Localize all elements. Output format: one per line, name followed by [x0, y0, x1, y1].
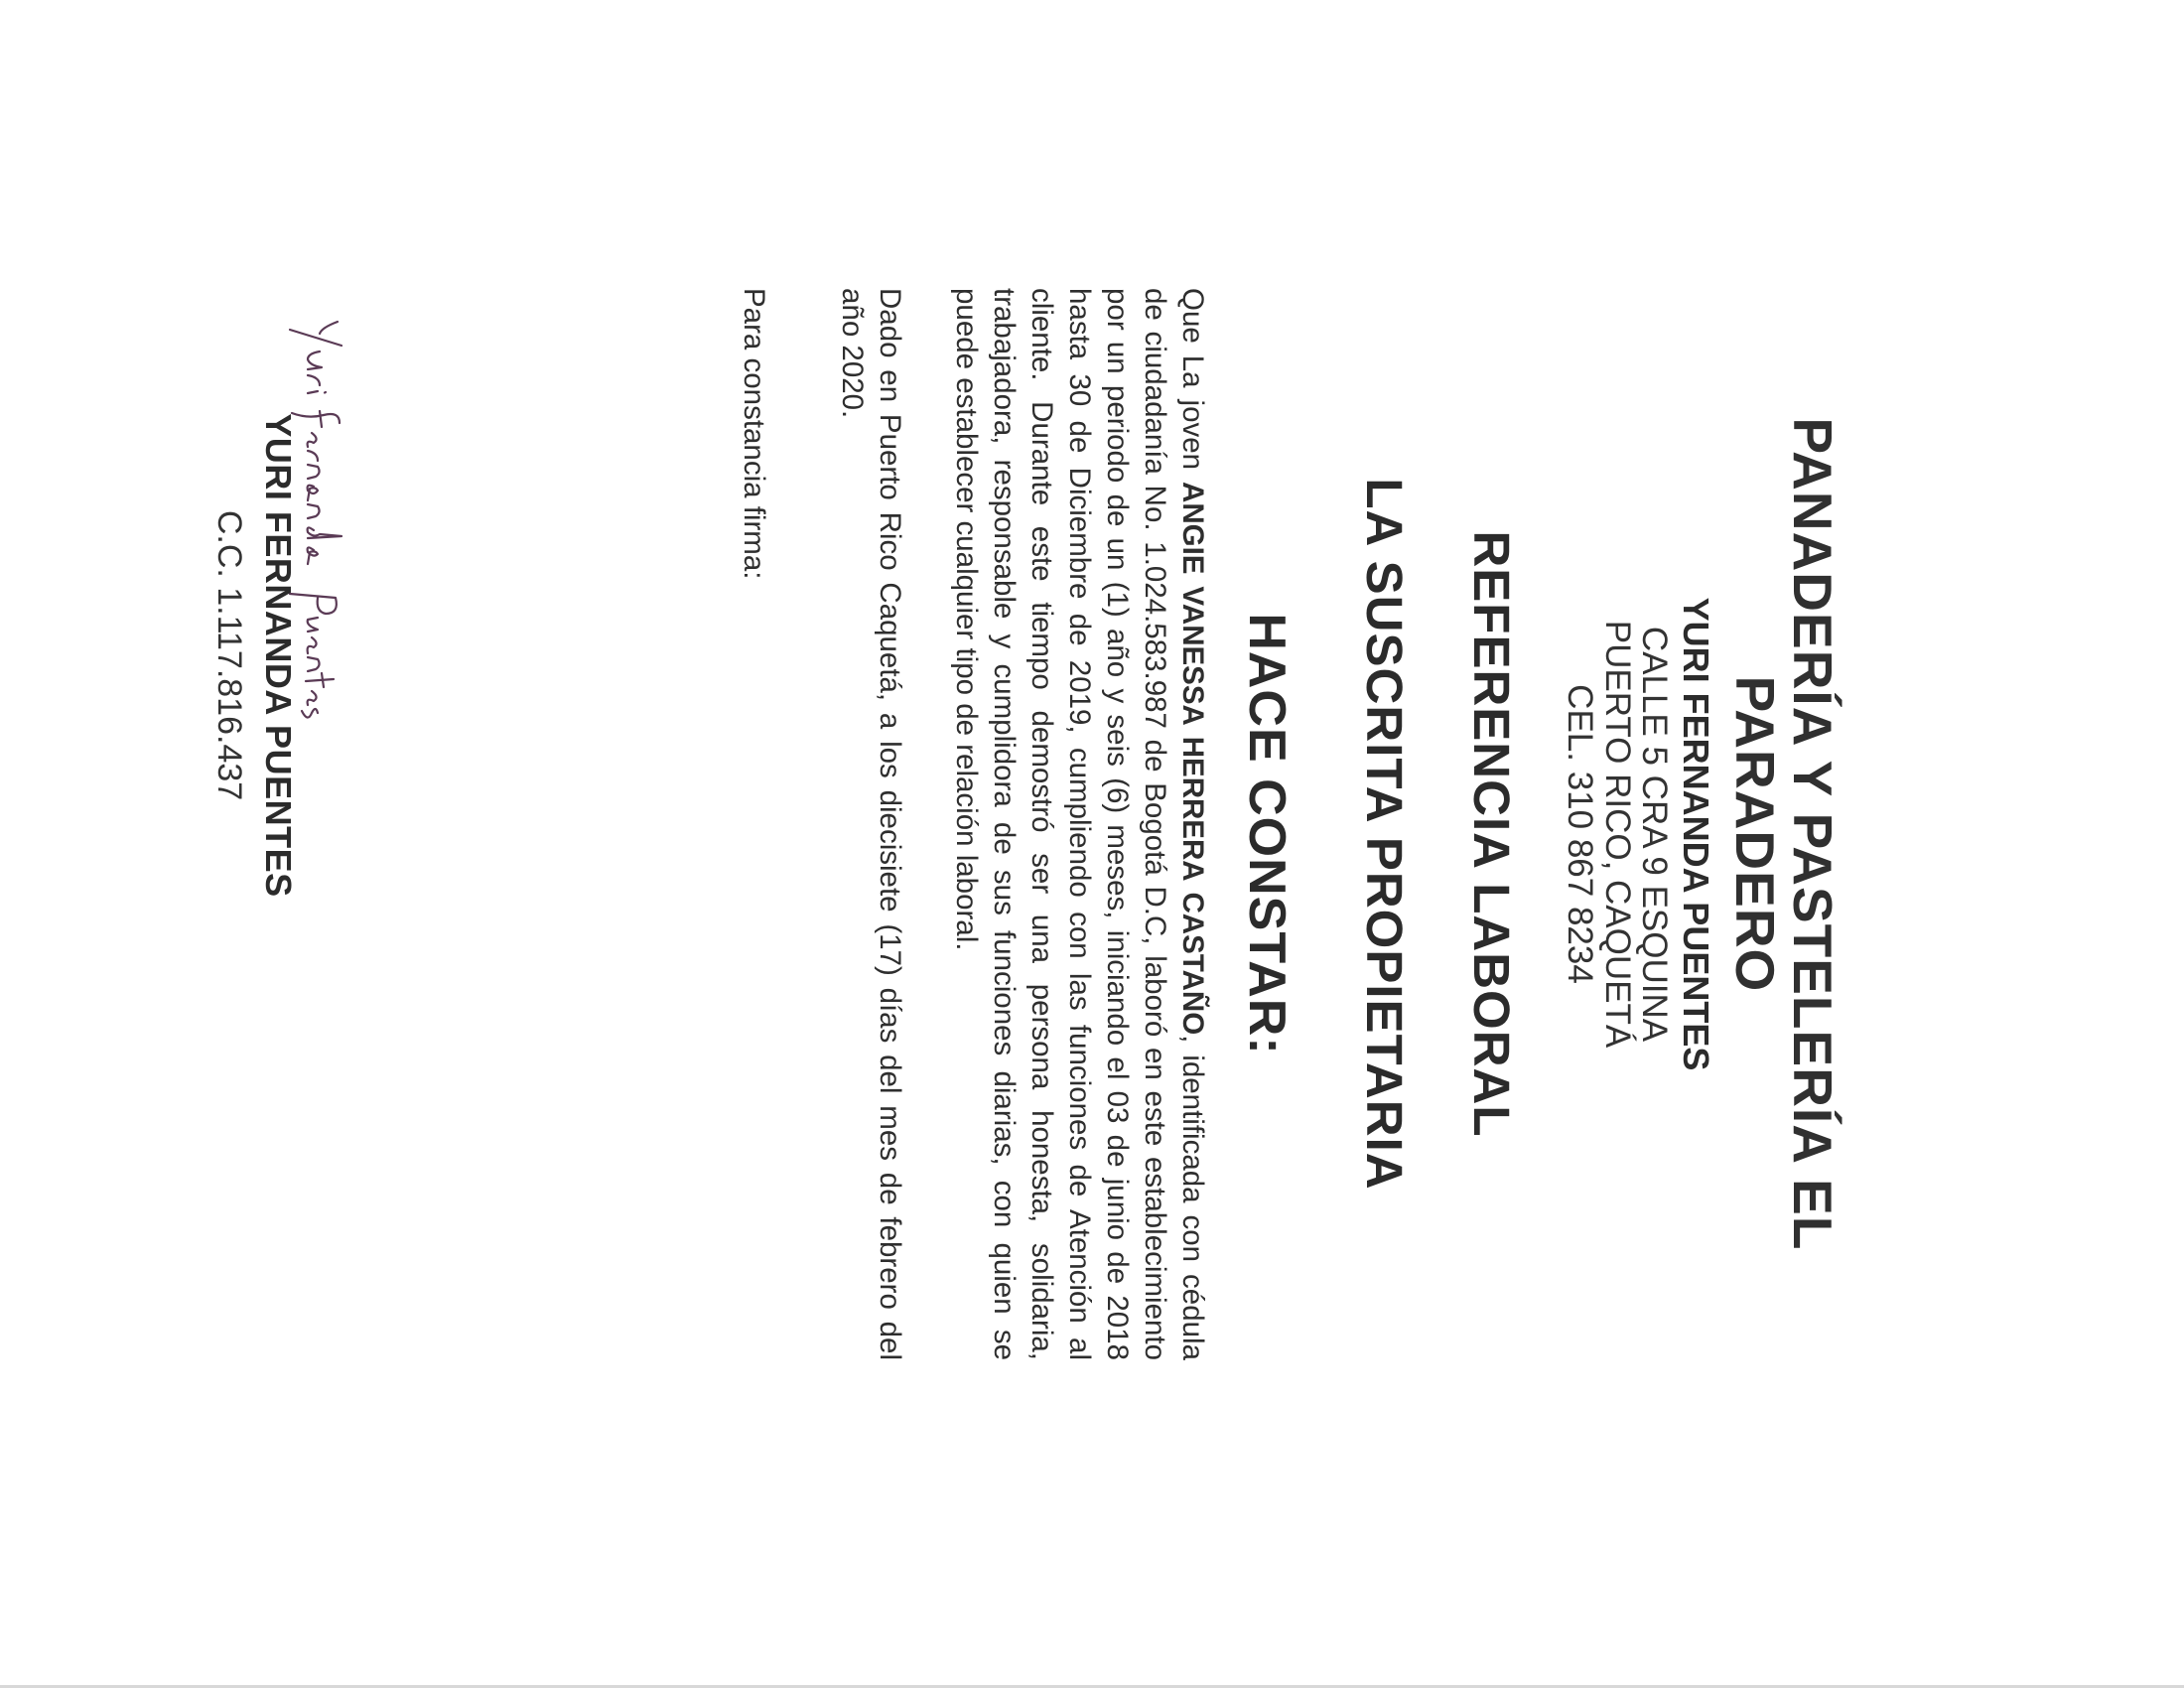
body-paragraph-certification: [947, 288, 1211, 1360]
signatory-id-number: C.C. 1.117.816.437: [210, 509, 248, 801]
letterhead-phone: CEL. 310 867 8234: [1561, 684, 1599, 984]
body-paragraph-date-place: Dado en Puerto Rico Caquetá, a los diecisiete (17) días del mes de febrero del año 2020.: [836, 288, 906, 1360]
heading-hace-constar: HACE CONSTAR:: [1238, 613, 1296, 1055]
letterhead-address-city: PUERTO RICO, CAQUETÁ: [1598, 620, 1637, 1049]
letterhead-address-street: CALLE 5 CRA 9 ESQUINA: [1635, 626, 1674, 1043]
heading-suscrita-propietaria: LA SUSCRITA PROPIETARIA: [1356, 478, 1413, 1191]
business-name-title: PANADERÍA Y PASTELERÍA EL PARADERO: [1724, 417, 1843, 1251]
para1-rest: , identificada con cédula de ciudadanía No. 1.024.583.987 de Bogotá D.C, laboró en este establecimiento por un periodo de un (1) año y seis (6) meses, iniciando el 03 de junio de 2018 hasta 30 de Diciembre de 2019, cumpliendo con las funciones de Atención al cliente. Durante este tiempo demostró ser una persona honesta, solidaria, trabajadora, responsable y cumplidora de sus funciones diarias, con quien se puede establecer cualquier tipo de relación laboral.: [950, 288, 1209, 1360]
para1-intro: Que La joven: [1176, 288, 1209, 483]
employee-name: ANGIE VANESSA HERRERA CASTAÑO: [1176, 482, 1209, 1036]
heading-referencia-laboral: REFERENCIA LABORAL: [1463, 530, 1520, 1138]
letterhead-owner-name: YURI FERNANDA PUENTES: [1676, 597, 1716, 1071]
body-paragraph-signature-intro: Para constancia firma:: [738, 288, 770, 580]
signatory-printed-name: YURI FERNANDA PUENTES: [258, 413, 299, 898]
